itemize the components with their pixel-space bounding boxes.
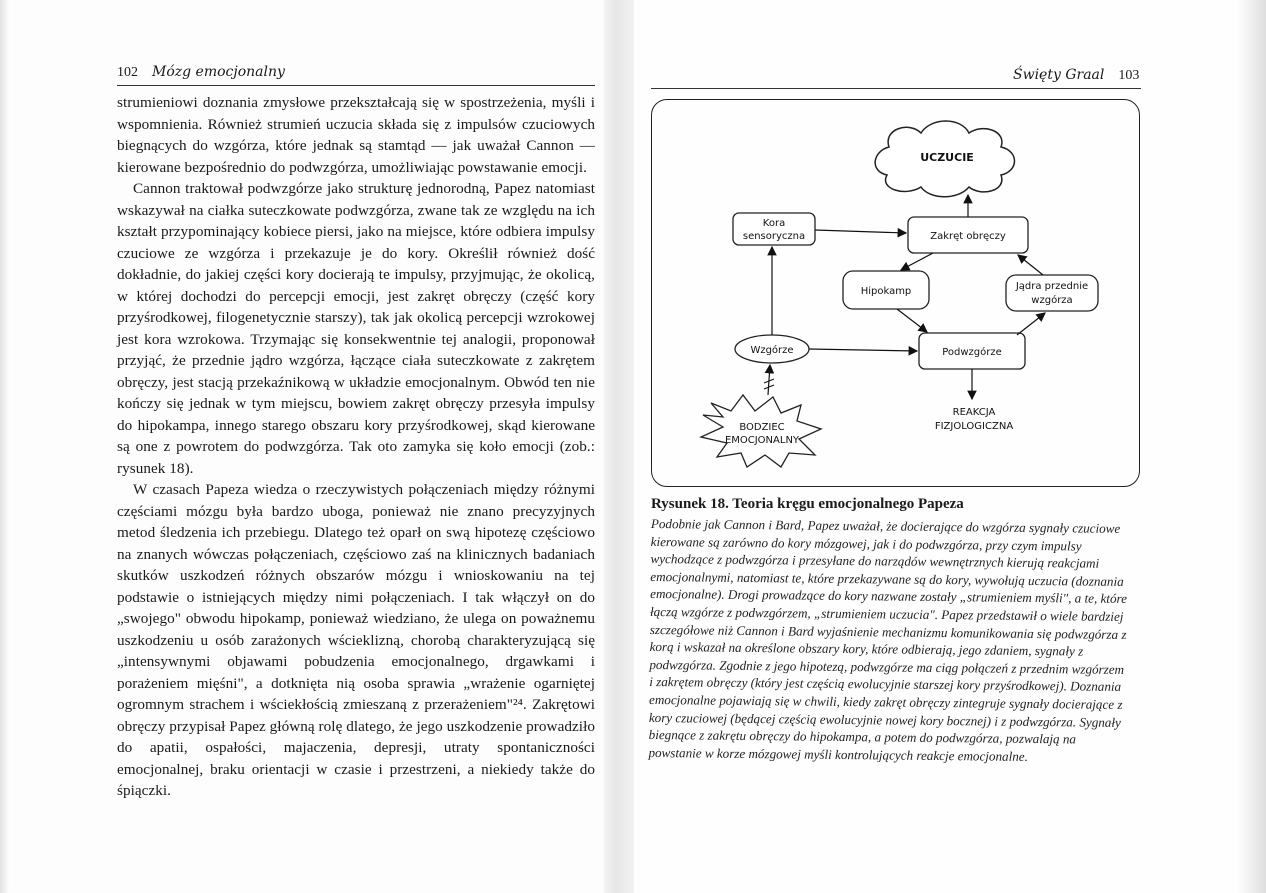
paragraph: W czasach Papeza wiedza o rzeczywistych połączeniach między różnymi częściami mózgu była bardzo uboga, ponieważ nie znano precyzyjnych metod śledzenia ich przebiegu. Dlatego też oparł on swą hipotezę częściowo na znanych wówczas połączeniach, częściowo zaś na klinicznych badaniach skutków uszkodzeń różnych obszarów mózgu i wnioskowaniu na tej podstawie o istniejących między nimi połączeniach. I tak włączył on do „swojego" obwodu hipokamp, ponieważ wiedziano, że ulega on poważnemu uszkodzeniu u osób zarażonych wścieklizną, chorobą charakteryzującą się „intensywnymi objawami pobudzenia emocjonalnego, drgawkami i porażeniem mięśni", a dotknięta nią osoba sprawia „wrażenie ogarniętej ogromnym strachem i wściekłością zmieszaną z przerażeniem"²⁴. Zakrętowi obręczy przypisał Papez główną rolę dlatego, że jego uszkodzenie prowadziło do apatii, ospałości, majaczenia, depresji, utraty spontaniczności emocjonalnej, braku orientacji w czasie i przestrzeni, a niekiedy także do śpiączki. (117, 481, 595, 799)
arrow-wzgorze-to-podwzgorze (809, 349, 917, 351)
left-page-number: 102 (117, 65, 138, 80)
right-page-edge (1236, 0, 1266, 893)
bodziec-label-line1: BODZIEC (739, 422, 785, 433)
left-running-title: Mózg emocjonalny (152, 64, 285, 80)
right-header-rule (651, 88, 1141, 89)
bodziec-label-line2: EMOCJONALNY (724, 435, 800, 446)
reakcja-label-line1: REAKCJA (952, 407, 996, 418)
jadra-label-line1: Jądra przednie (1015, 281, 1089, 292)
left-body-text (117, 92, 595, 802)
arrow-hipokamp-to-podwzgorze (897, 309, 927, 332)
wzgorze-label: Wzgórze (750, 345, 794, 356)
hipokamp-label: Hipokamp (860, 286, 912, 297)
right-running-head (1013, 67, 1139, 84)
figure-caption-title: Rysunek 18. Teoria kręgu emocjonalnego Papeza (651, 496, 964, 512)
jadra-label-line2: wzgórza (1031, 295, 1073, 306)
reakcja-label-line2: FIZJOLOGICZNA (934, 421, 1014, 432)
podwzgorze-label: Podwzgórze (942, 347, 1002, 358)
arrow-kora-to-zakret (815, 230, 906, 233)
kora-label-line1: Kora (762, 218, 786, 229)
arrow-jadra-to-zakret (1018, 255, 1043, 275)
left-page-edge (0, 0, 10, 893)
arrow-bodziec-to-wzgorze (768, 365, 770, 395)
figure-caption-body: Podobnie jak Cannon i Bard, Papez uważał, że docierające do wzgórza sygnały czuciowe kierowane są zarówno do kory mózgowej, jak i do podwzgórza, przy czym impulsy wychodzące z podwzgórza i przesyłane do narządów wewnętrznych kierują reakcjami emocjonalnymi, natomiast te, które przekazywane są do kory, wywołują uczucia (doznania emocjonalne). Drogi prowadzące do kory nazwane zostały „strumieniem myśli", a te, które łączą wzgórze z podwzgórzem, „strumieniem uczucia". Papez przedstawił o wiele bardziej szczegółowe niż Cannon i Bard wyjaśnienie mechanizmu komunikowania się podwzgórza z korą i wskazał na określone obszary kory, które odbierają, jego zdaniem, sygnały z podwzgórza. Zgodnie z jego hipotezą, podwzgórze ma ciąg połączeń z przednim wzgórzem i zakrętem obręczy (który jest częścią ewolucyjnie starszej kory przyśrodkowej). Doznania emocjonalne pojawiają się w chwili, kiedy zakręt obręczy zintegruje sygnały docierające z kory czuciowej (będącej częścią ewolucyjnie nowej kory bocznej) i z podwzgórza. Sygnały biegnące z zakrętu obręczy do hipokampa, a potem do podwzgórza, pozwalają na powstanie w korze mózgowej myśli kontrolujących reakcje emocjonalne. (648, 515, 1128, 764)
book-gutter (604, 0, 634, 893)
paragraph: strumieniowi doznania zmysłowe przekształcają się w spostrzeżenia, myśli i wspomnienia. Również strumień uczucia składa się z impulsów czuciowych biegnących do wzgórza, które jednak są stamtąd — jak uważał Cannon — kierowane bezpośrednio do podwzgórza, umożliwiając powstawanie emocji. (117, 94, 595, 176)
left-running-head (117, 64, 285, 81)
kora-label-line2: sensoryczna (742, 231, 806, 242)
zakret-label: Zakręt obręczy (930, 231, 1006, 242)
right-page-number: 103 (1118, 68, 1140, 83)
left-header-rule (117, 85, 595, 86)
arrow-zakret-to-hipokamp (901, 253, 933, 270)
uczucie-label: UCZUCIE (920, 151, 974, 164)
papez-circuit-diagram (651, 99, 1138, 485)
arrow-podwzgorze-to-jadra (1017, 313, 1045, 335)
paragraph: Cannon traktował podwzgórze jako strukturę jednorodną, Papez natomiast wskazywał na ciałka suteczkowate podwzgórza, zwane tak ze względu na ich kształt przypominający kobiece piersi, jako na miejsce, które odbiera impulsy czuciowe ze wzgórza i przekazuje je do kory. Określił również dość dokładnie, do jakiej części kory docierają te impulsy, przyjmując, że okolicą, w której dochodzi do percepcji emocji, jest zakręt obręczy (część kory przyśrodkowej, filogenetycznie starszy), tak jak okolicą percepcji wzrokowej jest kora wzrokowa. Trzymając się konsekwentnie tej analogii, proponował przyjąć, że przednie jądro wzgórza, łączące ciała suteczkowate z zakrętem obręczy, jest stacją przekaźnikową w układzie emocjonalnym. Obwód ten nie kończy się jednak w tym miejscu, bowiem zakręt obręczy przesyła impulsy do hipokampa, innego starego obszaru kory przyśrodkowej, skąd kierowane są one z powrotem do podwzgórza. Tak oto zamyka się koło emocji (zob.: rysunek 18). (117, 180, 595, 477)
right-running-title: Święty Graal (1013, 67, 1105, 83)
